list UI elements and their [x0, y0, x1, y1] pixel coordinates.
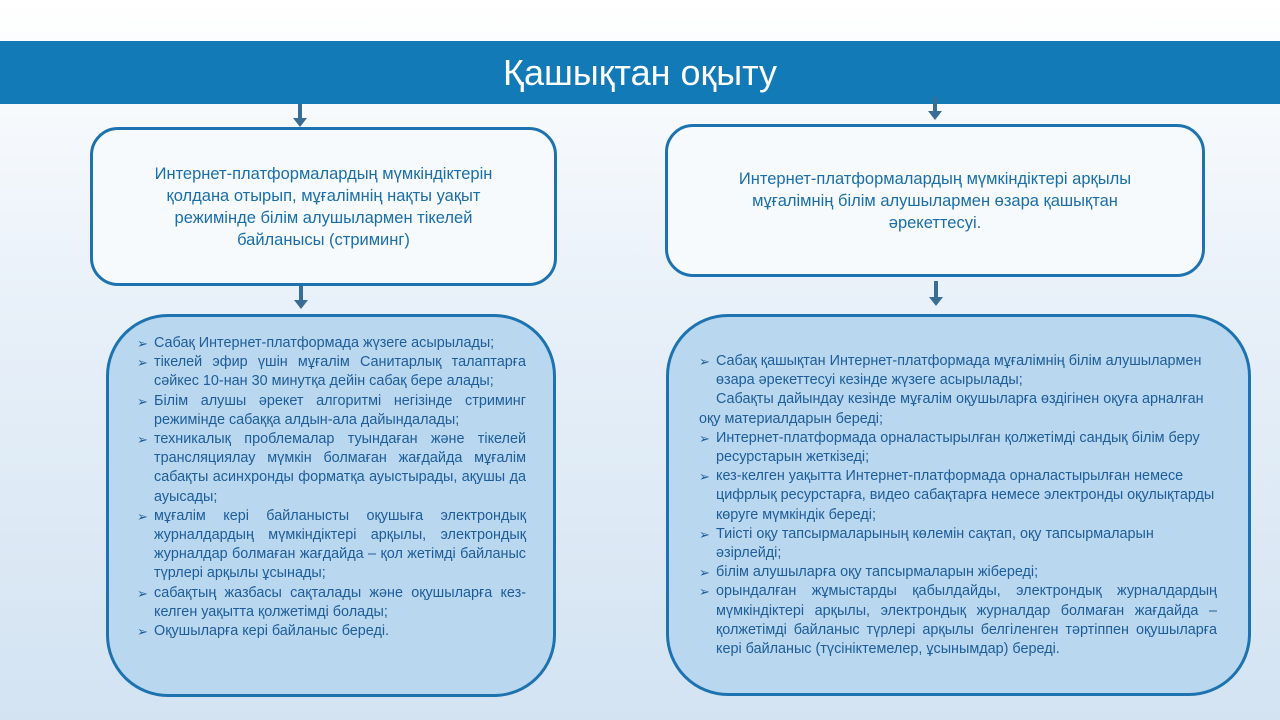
list-item: ➢ сабақтың жазбасы сақталады және оқушыларға кез-келген уақытта қолжетімді болады;: [137, 584, 526, 620]
box-line: режимінде білім алушылармен тікелей: [174, 208, 473, 227]
arrowhead-bullet-icon: ➢: [699, 430, 710, 446]
list-item: ➢ Білім алушы әрекет алгоритмі негізінде стриминг режимінде сабаққа алдын-ала дайындалады;: [137, 392, 526, 428]
arrowhead-bullet-icon: ➢: [137, 585, 148, 601]
arrowhead-bullet-icon: ➢: [699, 526, 710, 542]
list-item: ➢ Тиісті оқу тапсырмаларының көлемін сақтап, оқу тапсырмаларын әзірлейді;: [699, 525, 1154, 562]
list-item: ➢ мұғалім кері байланысты оқушыға электрондық журналдардың мүмкіндіктері арқылы, электрондық журналдар болмаған жағдайда – қол жетімді байланыс түрлері арқылы ұсынады;: [137, 507, 526, 582]
list-item: ➢ Оқушыларға кері байланыс береді.: [137, 622, 526, 641]
arrowhead-bullet-icon: ➢: [137, 508, 148, 524]
page-title: Қашықтан оқыту: [502, 51, 778, 93]
list-item: ➢ білім алушыларға оқу тапсырмаларын жібереді;: [699, 563, 1217, 582]
box-line: байланысы (стриминг): [237, 230, 410, 249]
arrowhead-bullet-icon: ➢: [699, 565, 710, 581]
list-item: ➢ кез-келген уақытта Интернет-платформада орналастырылған немесе цифрлық ресурстарға, видео сабақтарға немесе электронды оқулықтарды көруге мүмкіндік береді;: [699, 468, 1215, 523]
arrowhead-bullet-icon: ➢: [699, 354, 710, 369]
list-item: ➢ Сабақ қашықтан Интернет-платформада мұғалімнің білім алушылармен өзара әрекеттесуі кезінде жүзеге асырылады;: [699, 353, 1202, 389]
arrowhead-bullet-icon: ➢: [137, 393, 148, 409]
arrowhead-bullet-icon: ➢: [137, 355, 148, 371]
remote-interaction-details-panel: [666, 314, 1251, 696]
list-item-continuation: Сабақты дайындау кезінде мұғалім оқушыларға өздігінен оқуға арналған оқу материалдарын береді;: [699, 391, 1204, 427]
box-line: әрекеттесуі.: [888, 213, 982, 232]
box-line: мұғалімнің білім алушылармен өзара қашықтан: [752, 191, 1118, 210]
remote-interaction-definition-text: [739, 168, 1131, 234]
box-line: Интернет-платформалардың мүмкіндіктерін: [154, 164, 493, 183]
remote-interaction-definition-box: [665, 124, 1205, 277]
list-item: ➢ Сабақ Интернет-платформада жүзеге асырылады;: [137, 334, 526, 353]
down-arrow-icon: [929, 281, 943, 307]
title-bar: [0, 41, 1280, 104]
list-item: ➢ орындалған жұмыстарды қабылдайды, электрондық журналдардың мүмкіндіктері арқылы, электрондық журналдар болмаған жағдайда – қолжетімді байланыс түрлері арқылы белгіленген тәртіппен оқушыларға кері байланыс (түсініктемелер, ұсынымдар) береді.: [699, 583, 1217, 658]
streaming-definition-box: [90, 127, 557, 286]
arrowhead-bullet-icon: ➢: [137, 432, 148, 448]
arrowhead-bullet-icon: ➢: [699, 469, 710, 485]
list-item: ➢ техникалық проблемалар туындаған және тікелей трансляциялау мүмкін болмаған жағдайда мұғалім сабақты асинхронды форматқа ауыстырады, ақушы да ауысады;: [137, 431, 526, 505]
list-item: ➢ тікелей эфир үшін мұғалім Санитарлық талаптарға сәйкес 10-нан 30 минутқа дейін сабақ бере алады;: [137, 354, 526, 390]
arrowhead-bullet-icon: ➢: [137, 336, 148, 351]
down-arrow-icon: [928, 97, 942, 121]
list-item: ➢ Интернет-платформада орналастырылған қолжетімді сандық білім беру ресурстарын жеткізеді;: [699, 429, 1200, 466]
box-line: Интернет-платформалардың мүмкіндіктері арқылы: [738, 169, 1132, 188]
arrowhead-bullet-icon: ➢: [699, 584, 710, 600]
down-arrow-icon: [293, 104, 307, 128]
streaming-definition-text: [155, 163, 493, 251]
arrowhead-bullet-icon: ➢: [137, 624, 148, 640]
streaming-details-panel: [106, 314, 556, 697]
box-line: қолдана отырып, мұғалімнің нақты уақыт: [166, 186, 481, 205]
down-arrow-icon: [294, 286, 308, 310]
